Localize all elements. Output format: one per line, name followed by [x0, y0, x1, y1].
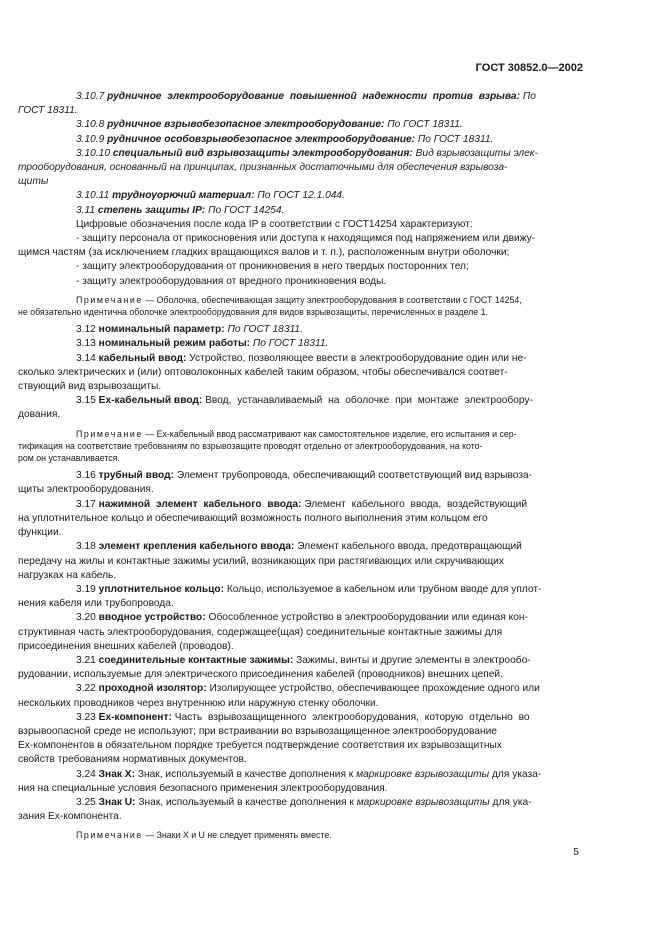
term: Знак X: — [98, 768, 135, 780]
clause-3-15: 3.15 Ex-кабельный ввод: Ввод, устанавливаемый на оболочке при монтаже электрообору- дования. — [18, 395, 533, 421]
term: нажимной элемент кабельного ввода: — [98, 498, 302, 510]
term: элемент крепления кабельного ввода: — [98, 541, 295, 553]
term: соединительные контактные зажимы: — [98, 654, 294, 666]
ip-item-1: - защиту персонала от прикосновения или доступа к находящимся под напряжением или движу- щимся частям (за исключением гладких вращающихся валов и т. п.), расположенным внутри оболочки; — [18, 233, 536, 259]
clause-3-23: 3.23 Ex-компонент: Часть взрывозащищенного электрооборудования, которую отдельно во взрывоопасной среде не используют; при встраивании во взрывозащищенное электрооборудование Ex-компонентов в обязательном порядке требуется подтверждение соответствия их взрывозащитных свойств требованиям нормативных документов. — [18, 711, 530, 766]
clause-3-10-7: 3.10.7 рудничное электрооборудование повышенной надежности против взрыва: По ГОСТ 18311. — [18, 91, 536, 117]
note-2: Примечание — Ex-кабельный ввод рассматривают как самостоятельное изделие, его испытания и сер- тификация на соответствие требованиям по взрывозащите проводят отдельно от электрооборудования, на кото- ром он устанавливается. — [18, 428, 517, 464]
term: Знак U: — [98, 796, 136, 808]
standard-header: ГОСТ 30852.0—2002 — [475, 62, 583, 74]
term: кабельный ввод: — [98, 352, 187, 364]
ip-item-2: - защиту электрооборудования от проникновения в него твердых посторонних тел; — [76, 261, 469, 273]
clause-3-22: 3.22 проходной изолятор: Изолирующее устройство, обеспечивающее прохождение одного или нескольких проводников через внутреннюю или наружную стенку оболочки. — [18, 683, 540, 709]
ip-item-3: - защиту электрооборудования от вредного проникновения воды. — [76, 275, 387, 287]
term: рудничное взрывобезопасное электрооборудование: — [107, 119, 385, 131]
clause-3-13: 3.13 номинальный режим работы: По ГОСТ 18311. — [76, 338, 329, 350]
term: номинальный параметр: — [98, 324, 225, 336]
term: рудничное электрооборудование повышенной надежности против взрыва: — [107, 91, 520, 102]
clause-3-19: 3.19 уплотнительное кольцо: Кольцо, используемое в кабельном или трубном вводе для уплот- нения кабеля или трубопровода. — [18, 583, 542, 610]
clause-3-20: 3.20 вводное устройство: Обособленное устройство в электрооборудовании или единая кон- структивная часть электрооборудования, содержащее(щая) соединительные контактные зажимы для присоединения внешних кабелей (проводов). — [18, 612, 528, 652]
note-3: Примечание — Знаки X и U не следует применять вместе. — [76, 830, 332, 841]
term: труднογорючий материал: — [112, 190, 255, 202]
term: специальный вид взрывозащиты электрооборудования: — [112, 147, 413, 159]
clause-3-16: 3.16 трубный ввод: Элемент трубопровода, обеспечивающий соответствующий вид взрывоза- щиты электрооборудования. — [18, 470, 533, 496]
clause-3-10-10: 3.10.10 специальный вид взрывозащиты электрооборудования: Вид взрывозащиты элек- трооборудования, основанный на принципах, признанных достаточными для обеспечения взрывоза- щиты — [18, 147, 539, 188]
clause-3-10-9: 3.10.9 рудничное особовзрывобезопасное электрооборудование: По ГОСТ 18311. — [76, 133, 494, 145]
ip-intro: Цифровые обозначения после кода IP в соответствии с ГОСТ14254 характеризуют: — [76, 218, 473, 230]
note-1: Примечание — Оболочка, обеспечивающая защиту электрооборудования в соответствии с ГОСТ 14254, не обязательно идентична оболочке электрооборудования для видов взрывозащиты, перечисленных в разделе 1. — [18, 294, 522, 318]
clause-3-14: 3.14 кабельный ввод: Устройство, позволяющее ввести в электрооборудование один или не- сколько электрических и (или) оптоволоконных кабелей таким образом, чтобы обеспечивался соответ- ствующий вид взрывозащиты. — [18, 352, 527, 393]
term: проходной изолятор: — [98, 683, 207, 695]
clause-3-12: 3.12 номинальный параметр: По ГОСТ 18311. — [76, 324, 303, 336]
term: вводное устройство: — [98, 612, 206, 624]
page-number: 5 — [573, 846, 579, 858]
term: Ex-компонент: — [98, 711, 172, 723]
clause-3-25: 3.25 Знак U: Знак, используемый в качестве дополнения к маркировке взрывозащиты для ука- зания Ex-компонента. — [18, 796, 532, 823]
clause-3-11: 3.11 степень защиты IP: По ГОСТ 14254. — [76, 204, 285, 216]
term: номинальный режим работы: — [98, 338, 251, 350]
term: уплотнительное кольцо: — [98, 583, 225, 595]
clause-3-21: 3.21 соединительные контактные зажимы: Зажимы, винты и другие элементы в электрообо- рудовании, используемые для электрического присоединения кабелей (проводников) внешних цепей. — [18, 654, 531, 681]
term: рудничное особовзрывобезопасное электрооборудование: — [107, 133, 416, 145]
clause-3-24: 3.24 Знак X: Знак, используемый в качестве дополнения к маркировке взрывозащиты для указа- ния на специальные условия безопасного применения электрооборудования. — [18, 768, 542, 794]
term: Ex-кабельный ввод: — [98, 395, 203, 407]
term: степень защиты IP: — [97, 204, 206, 216]
clause-3-17: 3.17 нажимной элемент кабельного ввода: Элемент кабельного ввода, воздействующий на уплотнительное кольцо и обеспечивающий возможность полного выполнения этим кольцом его функции. — [18, 498, 528, 539]
clause-3-18: 3.18 элемент крепления кабельного ввода: Элемент кабельного ввода, предотвращающий передачу на жилы и контактные зажимы усилий, возникающих при растягивающих или скручивающих нагрузках на кабель. — [18, 541, 522, 581]
term: трубный ввод: — [98, 470, 174, 482]
document-body — [18, 90, 583, 847]
clause-3-10-11: 3.10.11 труднογорючий материал: По ГОСТ 12.1.044. — [76, 190, 345, 202]
clause-3-10-8: 3.10.8 рудничное взрывобезопасное электрооборудование: По ГОСТ 18311. — [76, 119, 463, 131]
